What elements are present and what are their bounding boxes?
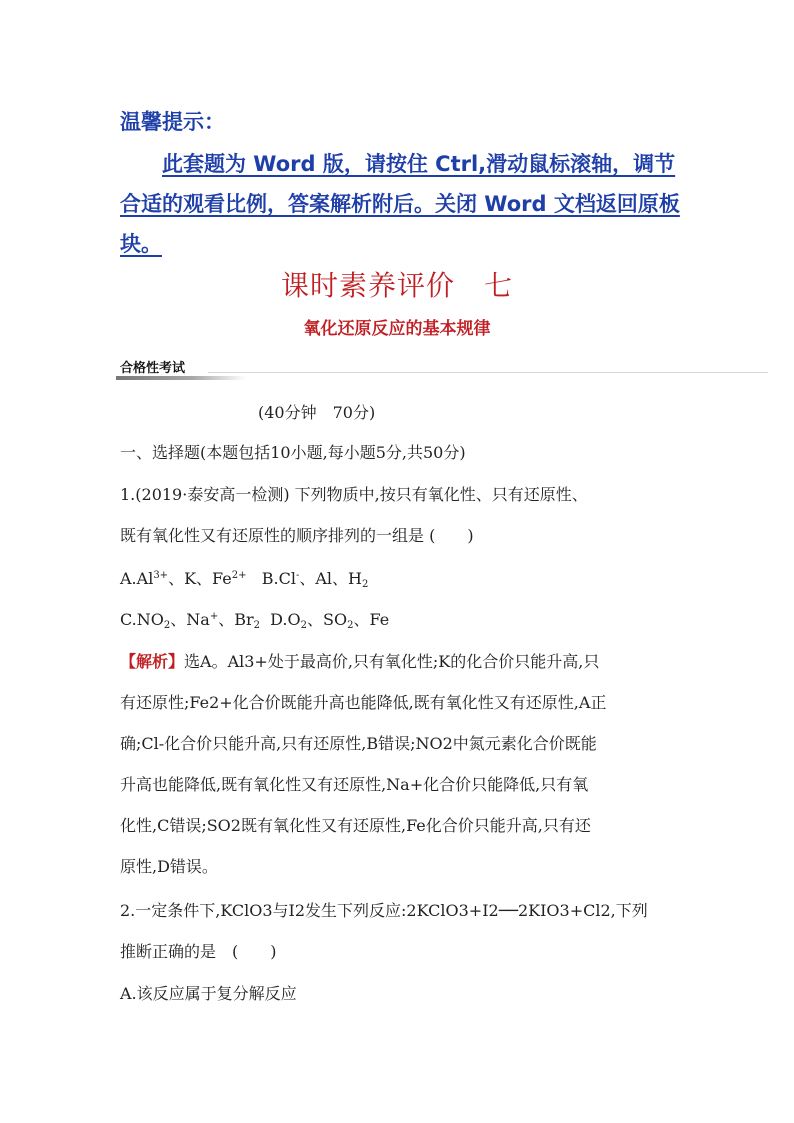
- tip-line-1: 此套题为 Word 版，请按住 Ctrl,滑动鼠标滚轴，调节: [162, 152, 676, 176]
- q1-option-c-label: C.: [120, 610, 137, 629]
- q1-analysis-line-3: 确;Cl-化合价只能升高,只有还原性,B错误;NO2中氮元素化合价既能: [120, 734, 597, 753]
- q1-stem-line-2: 既有氧化性又有还原性的顺序排列的一组是 ( ): [120, 526, 474, 545]
- page-title: 课时素养评价 七: [280, 269, 513, 302]
- analysis-tag: 【解析】: [120, 652, 185, 671]
- q1-analysis-line-4: 升高也能降低,既有氧化性又有还原性,Na+化合价只能降低,只有氧: [120, 775, 589, 794]
- tip-line-2: 合适的观看比例，答案解析附后。关闭 Word 文档返回原板: [120, 192, 680, 216]
- q1-option-a-label: A.: [120, 569, 137, 588]
- q1-stem-line-1: 1.(2019·泰安高一检测) 下列物质中,按只有氧化性、只有还原性、: [120, 485, 588, 504]
- q1-analysis-line-5: 化性,C错误;SO2既有氧化性又有还原性,Fe化合价只能升高,只有还: [120, 816, 591, 835]
- q1-option-d-label: D.: [270, 610, 288, 629]
- part-heading: 一、选择题(本题包括10小题,每小题5分,共50分): [120, 443, 466, 462]
- q1-options-ab: $A.Al^{3+}$、K、$Fe^{2+}$ B.Cl-、Al、$H_2$: [120, 569, 369, 590]
- tip-title: 温馨提示：: [120, 110, 225, 134]
- q2-option-a: A.该反应属于复分解反应: [120, 984, 297, 1003]
- exam-time: (40分钟 70分): [258, 403, 376, 422]
- page-subtitle: 氧化还原反应的基本规律: [303, 319, 491, 339]
- q1-options-cd: $C.NO_2$、Na+、$Br_2$ $D.O_2$、$SO_2$、Fe: [120, 610, 390, 631]
- q2-stem-line-2: 推断正确的是 ( ): [120, 942, 277, 961]
- q1-analysis-text-1: 选A。Al3+处于最高价,只有氧化性;K的化合价只能升高,只: [184, 652, 600, 671]
- q1-analysis-line-6: 原性,D错误。: [120, 857, 218, 876]
- q1-option-b-label: B.: [261, 569, 279, 588]
- section-tag: 合格性考试: [120, 361, 186, 376]
- section-divider: [208, 372, 768, 373]
- q2-stem-line-1: 2.一定条件下,KClO3与I2发生下列反应:2KClO3+I2──2KIO3+Cl2,下列: [120, 901, 648, 920]
- q1-analysis-line-2: 有还原性;Fe2+化合价既能升高也能降低,既有氧化性又有还原性,A正: [120, 693, 607, 712]
- q1-analysis-line-1: [120, 649, 599, 672]
- section-underline: [116, 376, 246, 380]
- tip-line-3: 块。: [120, 232, 162, 256]
